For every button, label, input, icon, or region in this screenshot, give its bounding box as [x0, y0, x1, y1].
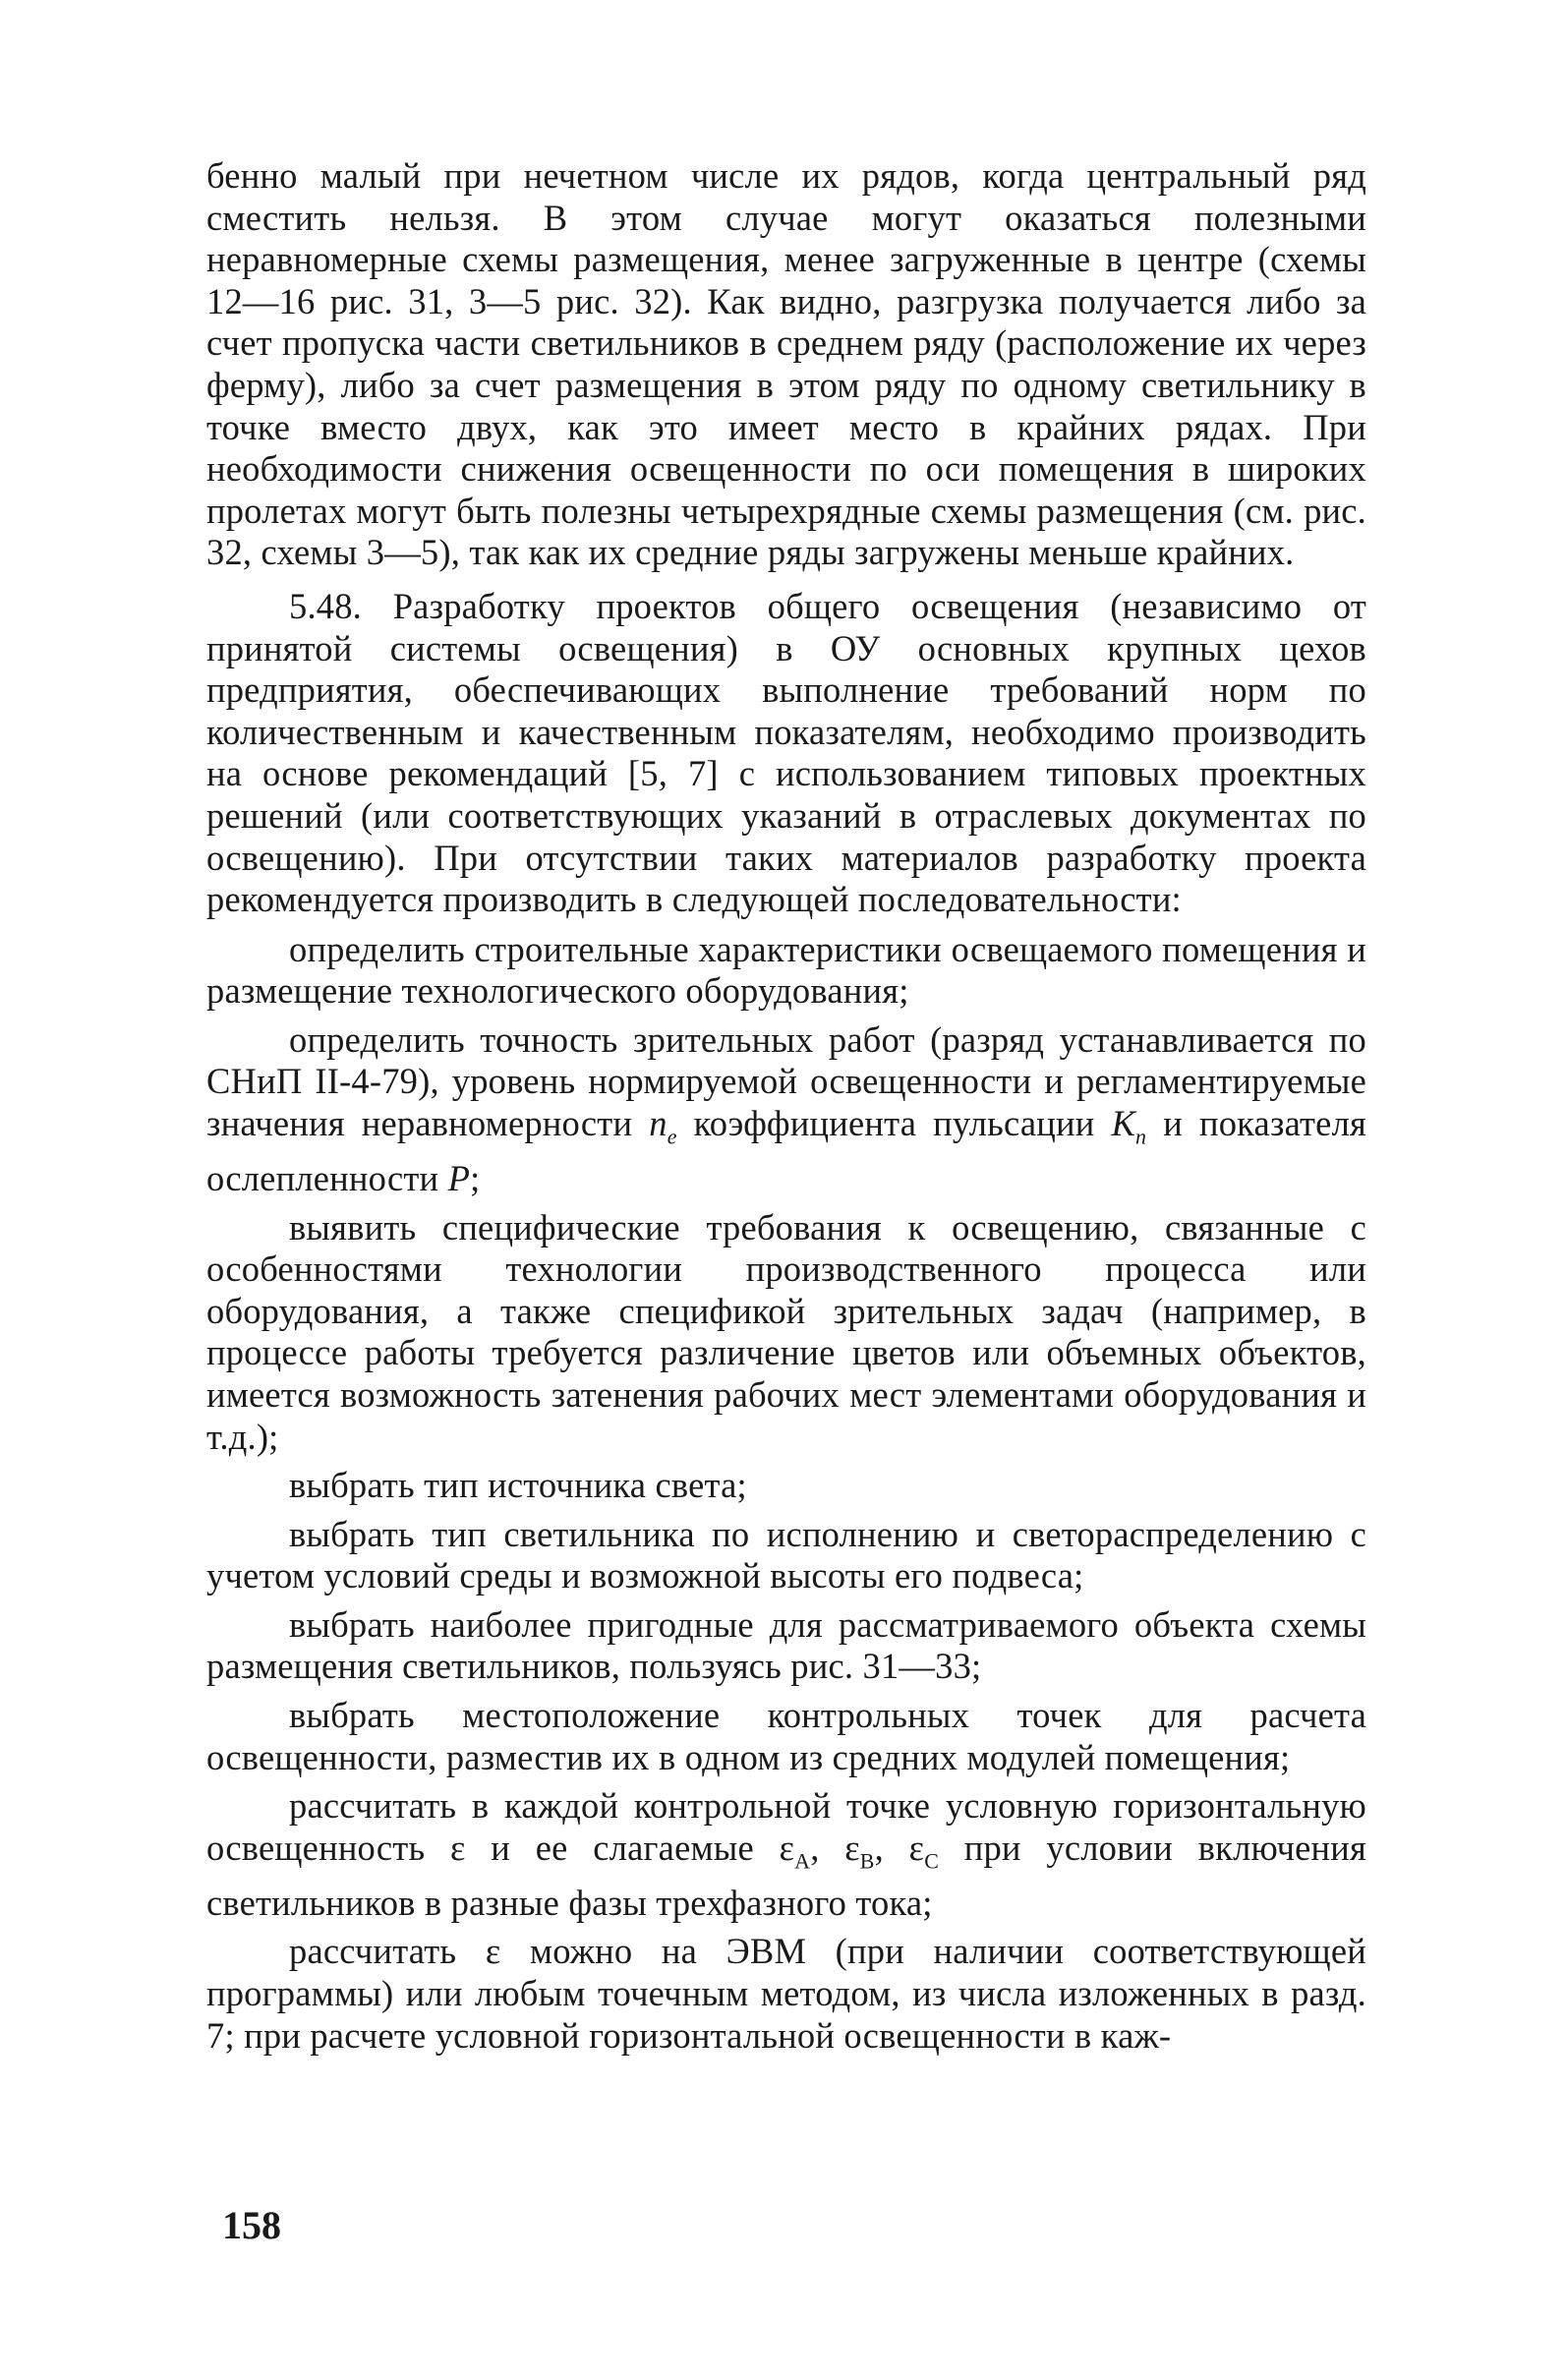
list-item: выбрать наиболее пригодные для рассматриваемого объекта схемы размещения светильников, пользуясь рис. 31—33;: [206, 1603, 1366, 1687]
list-item-text: и показателя ослепленности: [206, 1103, 1366, 1198]
list-item-text: при условии включения светильников в разные фазы трехфазного тока;: [206, 1827, 1366, 1923]
symbol-epsilon-c: C: [924, 1848, 939, 1874]
section-text: Разработку проектов общего освещения (независимо от принятой системы освещения) в ОУ основных крупных цехов предприятия, обеспечивающих выполнение требований норм по количественным и качественным показателям, необходимо производить на основе рекомендаций [5, 7] с использованием типовых проектных решений (или соответствующих указаний в отраслевых документах по освещению). При отсутствии таких материалов разработку проекта рекомендуется производить в следующей последовательности:: [206, 585, 1366, 920]
list-item: выявить специфические требования к освещению, связанные с особенностями технологии производственного процесса или оборудования, а также спецификой зрительных задач (например, в процессе работы требуется различение цветов или объемных объектов, имеется возможность затенения рабочих мест элементами оборудования и т.д.);: [206, 1206, 1366, 1457]
list-item: выбрать тип источника света;: [289, 1465, 747, 1506]
list-item: рассчитать в каждой контрольной точке условную горизонтальную освещенность ε и ее слагаемые $\varepsilon_A$, $\varepsilon_B$, $\varepsilon_C$ при условии включения светильников в разные фазы трехфазного тока;: [206, 1785, 1366, 1923]
section-number: 5.48.: [289, 585, 362, 626]
symbol-epsilon-a: $\varepsilon_A$: [779, 1827, 811, 1874]
symbol-ne: $n_e$: [649, 1103, 677, 1149]
symbol-kp: $K_п$: [1111, 1103, 1147, 1149]
list-item-text: рассчитать в каждой контрольной точке условную горизонтальную освещенность ε и ее слагаемые: [206, 1785, 1366, 1868]
list-item: определить точность зрительных работ (разряд устанавливается по СНиП II-4-79), уровень нормируемой освещенности и регламентируемые значения неравномерности $n_e$ коэффициента пульсации $K_п$ и показателя ослепленности P;: [206, 1018, 1366, 1198]
list-item: выбрать тип светильника по исполнению и светораспределению с учетом условий среды и возможной высоты его подвеса;: [206, 1513, 1366, 1596]
continuation-paragraph: бенно малый при нечетном числе их рядов, когда центральный ряд сместить нельзя. В этом случае могут оказаться полезными неравномерные схемы размещения, менее загруженные в центре (схемы 12—16 рис. 31, 3—5 рис. 32). Как видно, разгрузка получается либо за счет пропуска части светильников в среднем ряду (расположение их через ферму), либо за счет размещения в этом ряду по одному светильнику в точке вместо двух, как это имеет место в крайних рядах. При необходимости снижения освещенности по оси помещения в широких пролетах могут быть полезны четырехрядные схемы размещения (см. рис. 32, схемы 3—5), так как их средние ряды загружены меньше крайних.: [206, 155, 1366, 573]
list-item: рассчитать ε можно на ЭВМ (при наличии соответствующей программы) или любым точечным методом, из числа изложенных в разд. 7; при расчете условной горизонтальной освещенности в каж-: [206, 1931, 1366, 2056]
list-item: определить строительные характеристики освещаемого помещения и размещение технологического оборудования;: [206, 928, 1366, 1012]
spacer: [206, 921, 1366, 929]
list-item: выбрать местоположение контрольных точек для расчета освещенности, разместив их в одном из средних модулей помещения;: [206, 1695, 1366, 1777]
symbol-p: P: [447, 1157, 471, 1198]
page-body: [206, 155, 1366, 2063]
symbol-epsilon-b: B: [859, 1848, 875, 1874]
page-number: 158: [222, 2203, 281, 2247]
list-item-text: коэффициента пульсации: [676, 1103, 1112, 1144]
section-paragraph: [206, 586, 1366, 921]
spacer: [206, 574, 1366, 586]
list-item-text: определить точность зрительных работ (разряд устанавливается по СНиП II-4-79), уровень нормируемой освещенности и регламентируемые значения неравномерности: [206, 1018, 1366, 1144]
